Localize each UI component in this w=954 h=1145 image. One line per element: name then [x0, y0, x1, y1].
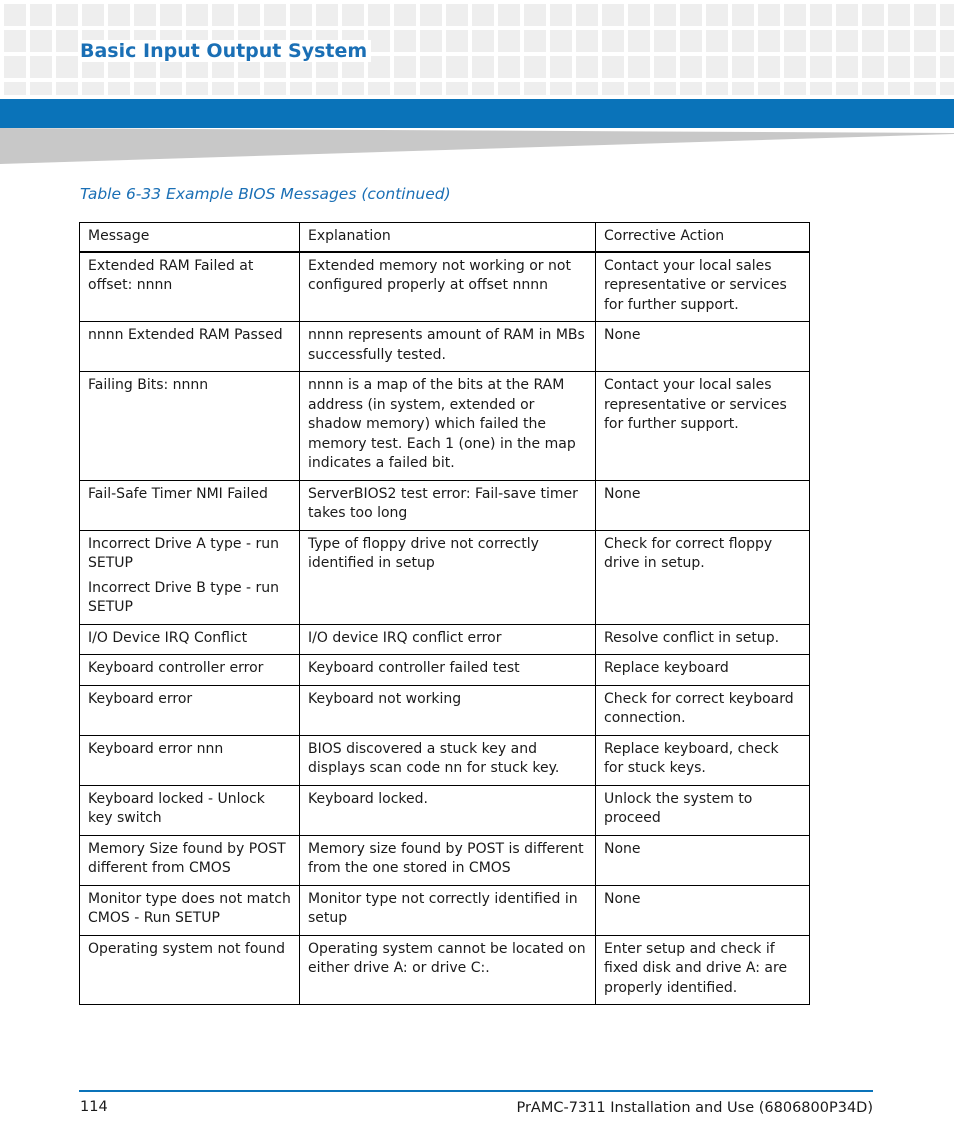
- corrective-action-cell: Enter setup and check if fixed disk and drive A: are properly identified.: [596, 935, 810, 1005]
- message-cell: [80, 372, 300, 481]
- corrective-action-cell: None: [596, 885, 810, 935]
- table-row: [80, 735, 810, 785]
- message-text: Incorrect Drive A type - run SETUP: [88, 535, 280, 571]
- explanation-cell: I/O device IRQ conflict error: [300, 624, 596, 655]
- message-cell: [80, 835, 300, 885]
- message-cell: [80, 655, 300, 686]
- table-row: [80, 372, 810, 481]
- corrective-action-cell: None: [596, 480, 810, 530]
- message-text: Memory Size found by POST different from CMOS: [88, 840, 286, 876]
- page-number: 114: [80, 1099, 108, 1115]
- explanation-cell: nnnn represents amount of RAM in MBs successfully tested.: [300, 322, 596, 372]
- corrective-action-cell: Replace keyboard: [596, 655, 810, 686]
- explanation-cell: ServerBIOS2 test error: Fail-save timer takes too long: [300, 480, 596, 530]
- table-header-row: [80, 223, 810, 252]
- header-blue-band: [0, 99, 954, 128]
- corrective-action-cell: Contact your local sales representative or services for further support.: [596, 372, 810, 481]
- page-header-title: Basic Input Output System: [80, 40, 371, 62]
- explanation-cell: Type of floppy drive not correctly identified in setup: [300, 530, 596, 624]
- message-text: Incorrect Drive B type - run SETUP: [88, 579, 280, 615]
- message-cell: [80, 252, 300, 322]
- table-row: [80, 835, 810, 885]
- corrective-action-cell: Replace keyboard, check for stuck keys.: [596, 735, 810, 785]
- message-cell: [80, 322, 300, 372]
- header-gray-wedge: [0, 128, 954, 164]
- bios-messages-table: [79, 222, 810, 1005]
- document-title: PrAMC-7311 Installation and Use (6806800P34D): [516, 1100, 873, 1116]
- table-row: [80, 885, 810, 935]
- explanation-cell: nnnn is a map of the bits at the RAM address (in system, extended or shadow memory) which failed the memory test. Each 1 (one) in the map indicates a failed bit.: [300, 372, 596, 481]
- message-cell: [80, 785, 300, 835]
- corrective-action-cell: Contact your local sales representative or services for further support.: [596, 252, 810, 322]
- message-text: Keyboard error: [88, 690, 193, 707]
- message-text: Failing Bits: nnnn: [88, 377, 209, 393]
- message-text: Extended RAM Failed at offset: nnnn: [88, 257, 254, 293]
- table-row: [80, 252, 810, 322]
- footer-rule: [79, 1090, 873, 1092]
- corrective-action-cell: Resolve conflict in setup.: [596, 624, 810, 655]
- table-row: [80, 624, 810, 655]
- explanation-cell: Extended memory not working or not configured properly at offset nnnn: [300, 252, 596, 322]
- message-cell: [80, 885, 300, 935]
- message-cell: [80, 530, 300, 624]
- column-header-message: Message: [80, 223, 300, 252]
- corrective-action-cell: Check for correct floppy drive in setup.: [596, 530, 810, 624]
- table-row: [80, 785, 810, 835]
- message-text: nnnn Extended RAM Passed: [88, 327, 283, 343]
- table-row: [80, 655, 810, 686]
- message-text: Fail-Safe Timer NMI Failed: [88, 485, 268, 502]
- explanation-cell: BIOS discovered a stuck key and displays scan code nn for stuck key.: [300, 735, 596, 785]
- explanation-cell: Keyboard locked.: [300, 785, 596, 835]
- column-header-explanation: Explanation: [300, 223, 596, 252]
- explanation-cell: Keyboard controller failed test: [300, 655, 596, 686]
- column-header-corrective-action: Corrective Action: [596, 223, 810, 252]
- corrective-action-cell: None: [596, 322, 810, 372]
- message-text: Keyboard locked - Unlock key switch: [88, 790, 265, 826]
- message-text: Operating system not found: [88, 940, 286, 957]
- message-cell: [80, 624, 300, 655]
- message-cell: [80, 685, 300, 735]
- table-row: [80, 322, 810, 372]
- message-cell: [80, 735, 300, 785]
- message-cell: [80, 480, 300, 530]
- corrective-action-cell: Unlock the system to proceed: [596, 785, 810, 835]
- table-row: [80, 480, 810, 530]
- message-text: Monitor type does not match CMOS - Run SETUP: [88, 890, 291, 926]
- explanation-cell: Operating system cannot be located on either drive A: or drive C:.: [300, 935, 596, 1005]
- explanation-cell: Memory size found by POST is different from the one stored in CMOS: [300, 835, 596, 885]
- explanation-cell: Monitor type not correctly identified in setup: [300, 885, 596, 935]
- message-text: Keyboard error nnn: [88, 740, 224, 757]
- message-cell: [80, 935, 300, 1005]
- corrective-action-cell: None: [596, 835, 810, 885]
- table-body: [80, 252, 810, 1005]
- table-row: [80, 935, 810, 1005]
- table-caption: Table 6-33 Example BIOS Messages (continued): [80, 185, 451, 203]
- message-text: Keyboard controller error: [88, 660, 264, 676]
- corrective-action-cell: Check for correct keyboard connection.: [596, 685, 810, 735]
- message-text: I/O Device IRQ Conflict: [88, 629, 248, 646]
- explanation-cell: Keyboard not working: [300, 685, 596, 735]
- table-row: [80, 685, 810, 735]
- table-row: [80, 530, 810, 624]
